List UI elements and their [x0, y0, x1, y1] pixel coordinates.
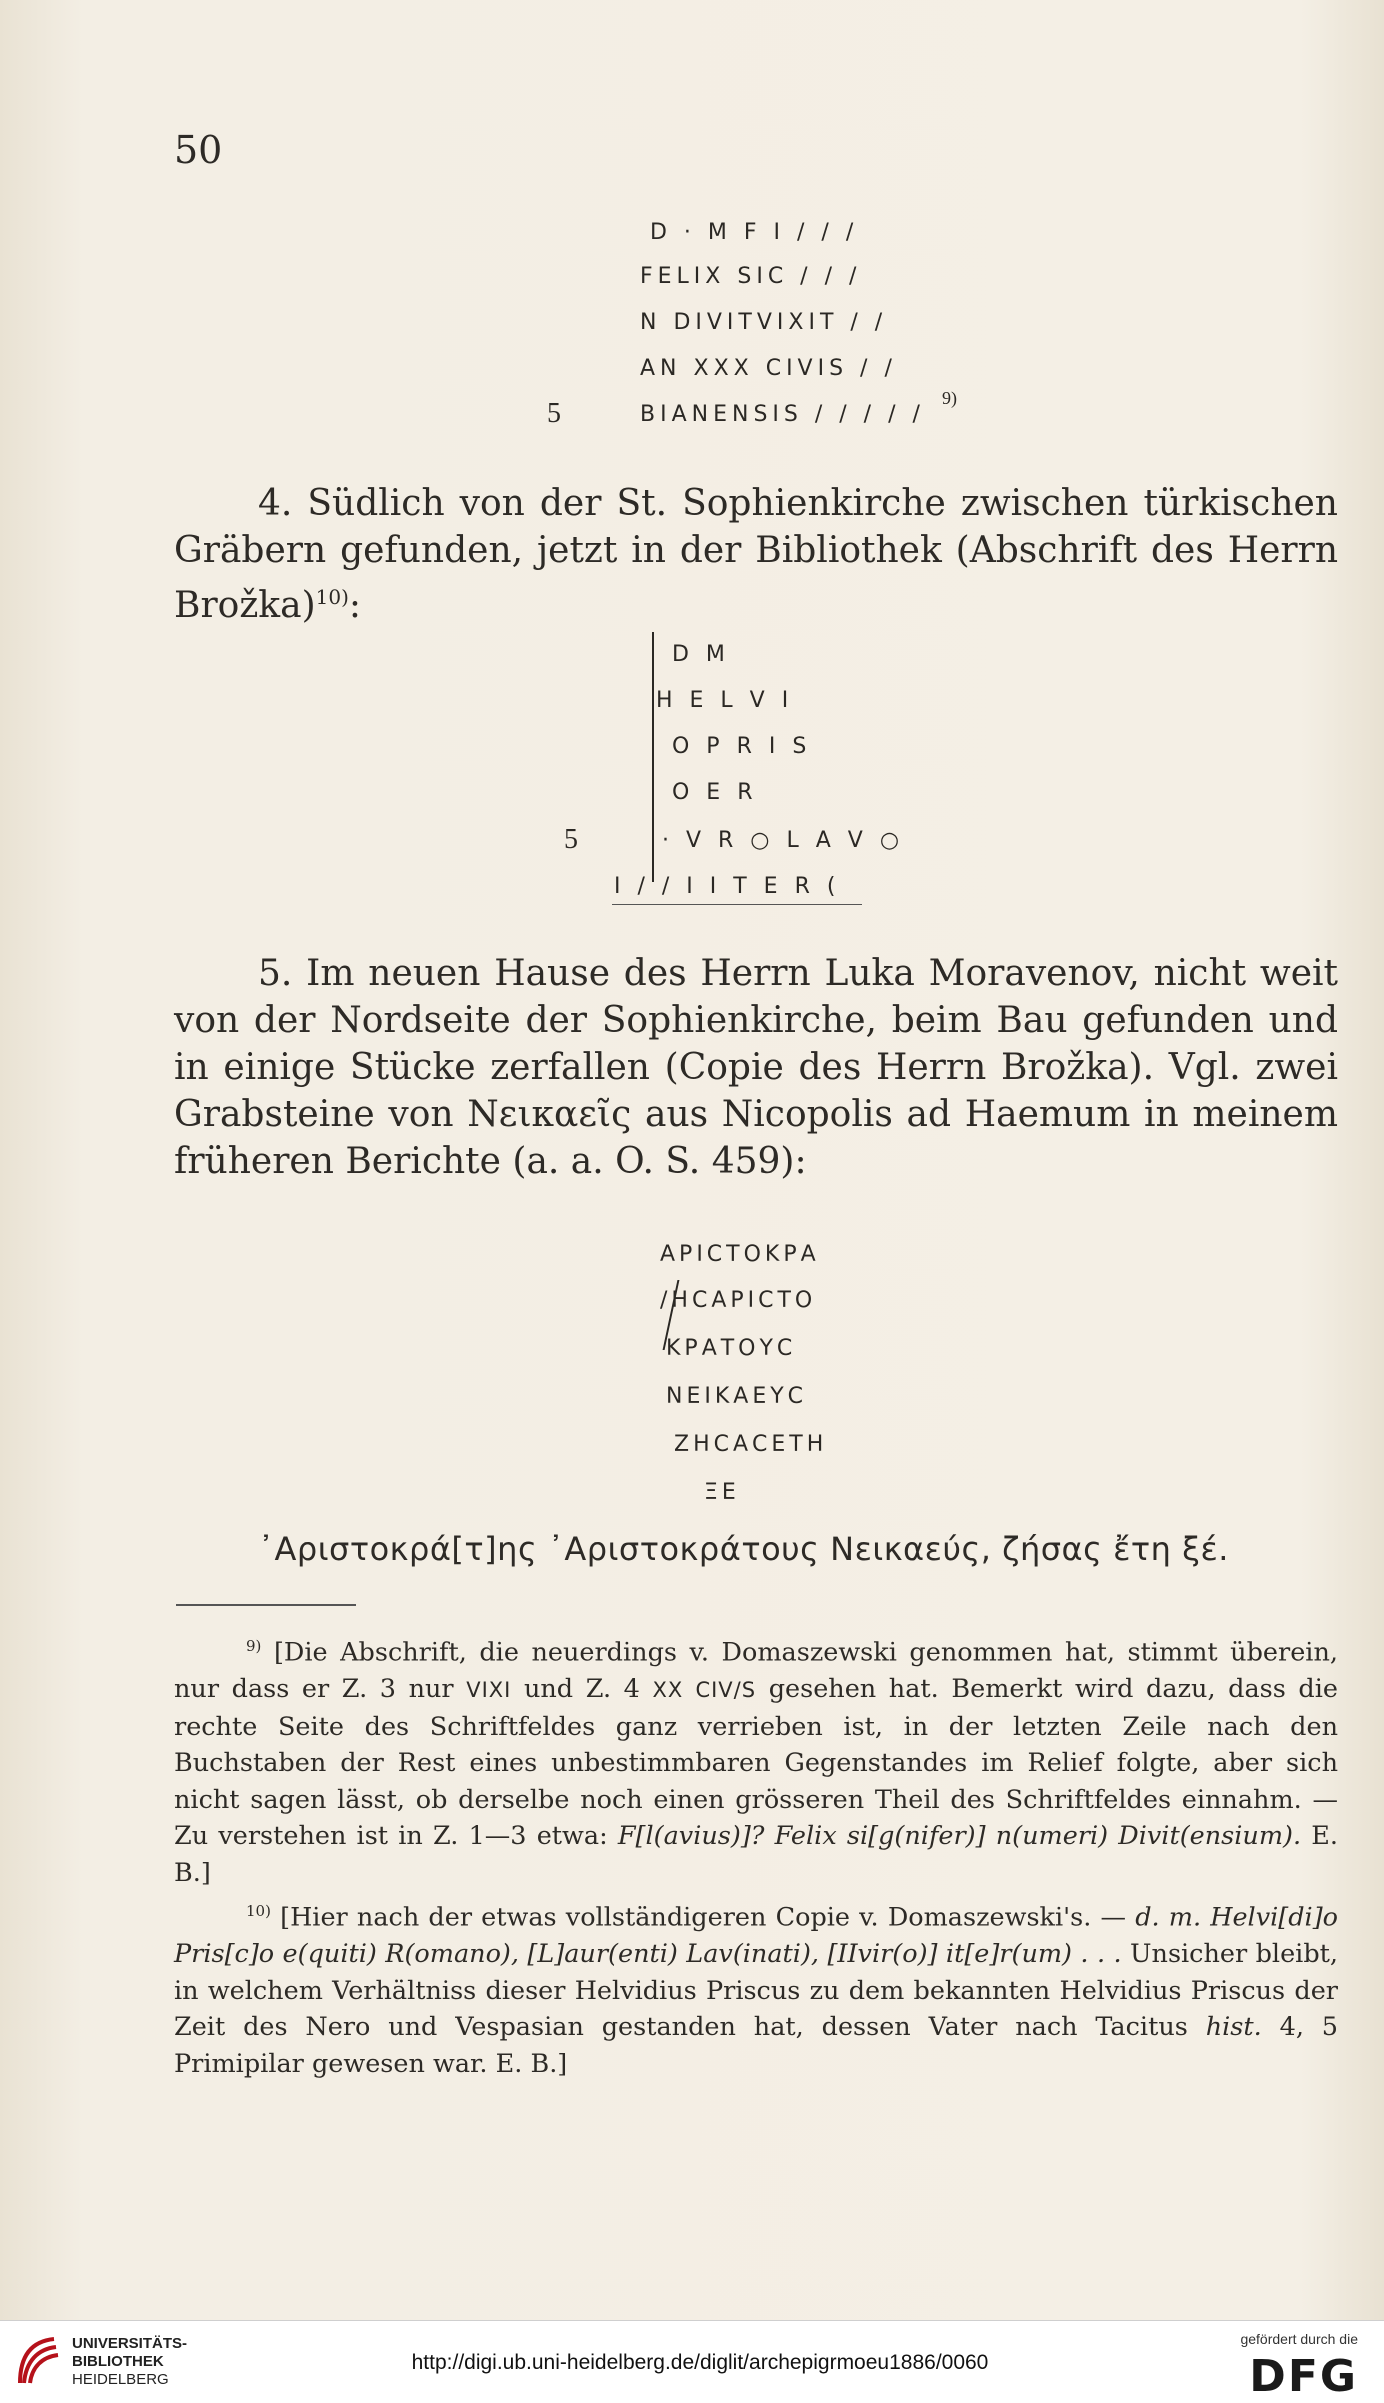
inscription-line: D M	[672, 642, 730, 667]
section-5-paragraph	[174, 950, 1338, 1185]
inscription-line: N DIVITVIXIT / /	[640, 310, 888, 335]
supported-by-text: gefördert durch die	[1240, 2331, 1358, 2347]
viewer-footer	[0, 2320, 1384, 2403]
page-number: 50	[174, 128, 223, 172]
stone-edge-line	[652, 632, 654, 882]
inscription-line: ΑΡΙCΤΟΚΡΑ	[660, 1242, 820, 1267]
inscription-line: · V R ○ L A V ○	[662, 828, 905, 853]
inscription-line-number: 5	[547, 398, 561, 429]
footnote-marker: 10)	[246, 1902, 271, 1920]
inscription-line: I / / I I T E R (	[614, 874, 841, 899]
footnote-marker: 9)	[942, 388, 957, 408]
footnote-10: $^{10)}$ [Hier nach der etwas vollständigeren Copie v. Domaszewski's. — d. m. Helvi[di]o Pris[c]o e(quiti) R(omano), [L]aur(enti) Lav(inati), [IIvir(o)] it[e]r(um) . . . Unsicher bleibt, in welchem Verhältniss dieser Helvidius Priscus zu dem bekannten Helvidius Priscus der Zeit des Nero und Vespasian gestanden hat, dessen Vater nach Tacitus hist. 4, 5 Primipilar gewesen war. E. B.]	[174, 1902, 1339, 2079]
footnote-9: $^{9)}$ [Die Abschrift, die neuerdings v. Domaszewski genommen hat, stimmt überein, nur dass er Z. 3 nur VIXI und Z. 4 XX CIV/S gesehen hat. Bemerkt wird dazu, dass die rechte Seite des Schriftfeldes ganz verrieben ist, in der letzten Zeile nach den Buchstaben der Rest eines unbestimmbaren Gegenstandes im Relief folgte, aber sich nicht sagen lässt, ob derselbe noch einen grösseren Theil des Schriftfeldes einnahm. — Zu verstehen ist in Z. 1—3 etwa: F[l(avius)]? Felix si[g(nifer)] n(umeri) Divit(ensium). E. B.]	[174, 1637, 1339, 1888]
footnote-marker: 9)	[246, 1637, 262, 1655]
dfg-logo: DFG	[1249, 2351, 1358, 2402]
inscription-line: H E L V I	[656, 688, 794, 713]
inscription-line-number: 5	[564, 824, 578, 855]
footnotes	[174, 1628, 1338, 2082]
inscription-line: O E R	[672, 780, 758, 805]
footnote-separator	[176, 1604, 356, 1606]
section-5-text: 5. Im neuen Hause des Herrn Luka Moravenov, nicht weit von der Nordseite der Sophienkirche, beim Bau gefunden und in einige Stücke zerfallen (Copie des Herrn Brožka). Vgl. zwei Grabsteine von Νεικαεῖς aus Nicopolis ad Haemum in meinem früheren Berichte (a. a. O. S. 459):	[174, 953, 1338, 1182]
section-4-text: 4. Südlich von der St. Sophienkirche zwischen türkischen Gräbern gefunden, jetzt in der Bibliothek (Abschrift des Herrn Brožka)$^{10)}$:	[174, 483, 1338, 626]
inscription-line: ΝΕΙΚΑΕΥC	[666, 1384, 808, 1409]
greek-transcription: ᾿Αριστοκρά[τ]ης ᾿Αριστοκράτους Νεικαεύς, ζήσας ἔτη ξέ.	[258, 1530, 1229, 1568]
inscription-line: /ΗCΑΡΙCΤΟ	[660, 1288, 817, 1313]
university-library-logo-icon	[14, 2333, 62, 2389]
inscription-line: FELIX SIC / / /	[640, 264, 862, 289]
inscription-line: ΞΕ	[704, 1480, 740, 1505]
stone-break-line	[612, 904, 862, 905]
inscription-line: AN XXX CIVIS / /	[640, 356, 897, 381]
inscription-line: BIANENSIS / / / / /	[640, 402, 925, 427]
permalink-url[interactable]: http://digi.ub.uni-heidelberg.de/diglit/archepigrmoeu1886/0060	[411, 2351, 989, 2374]
inscription-line: O P R I S	[672, 734, 812, 759]
inscription-line: D · M F I / / /	[650, 220, 859, 245]
inscription-line: ΚΡΑΤΟΥC	[666, 1336, 797, 1361]
footnote-ref: 10)	[315, 585, 349, 609]
inscription-line: ΖΗCΑCΕΤΗ	[674, 1432, 828, 1457]
institution-name: UNIVERSITÄTS- BIBLIOTHEK HEIDELBERG	[72, 2335, 188, 2388]
section-4-paragraph	[174, 480, 1338, 629]
